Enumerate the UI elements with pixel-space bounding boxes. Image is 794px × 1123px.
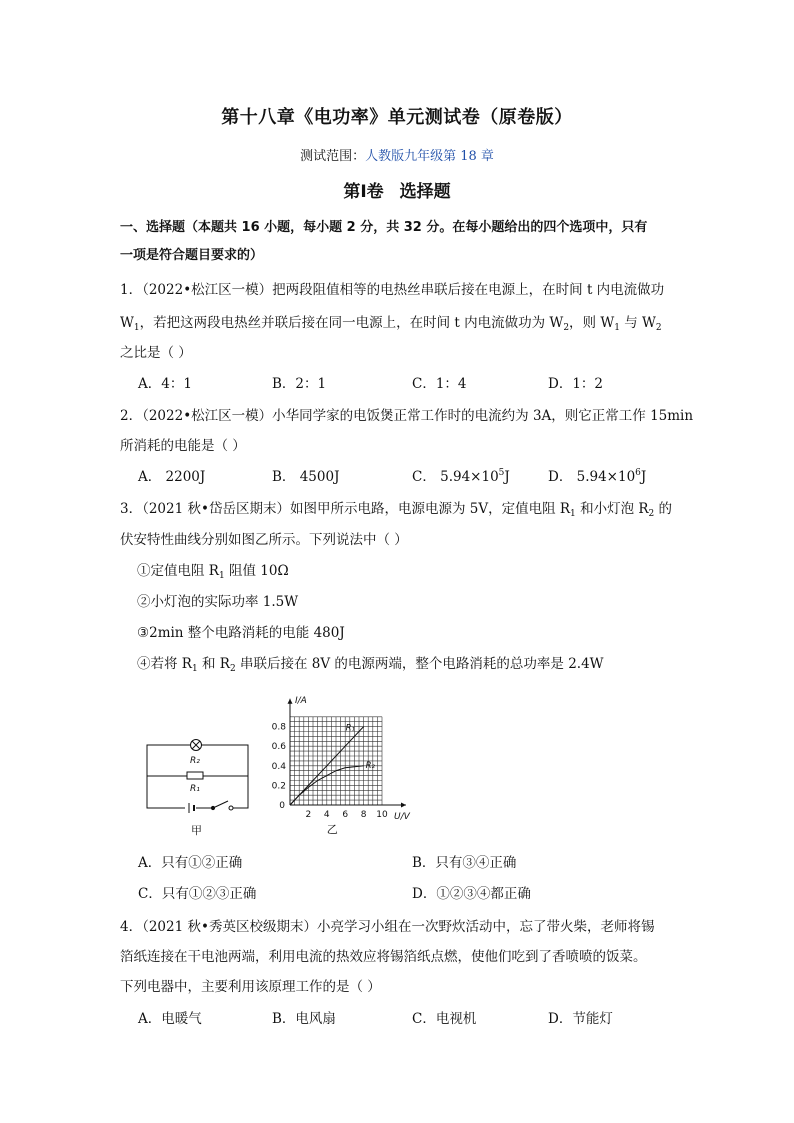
q4-stem-line-2: 箔纸连接在干电池两端，利用电流的热效应将锡箔纸点燃，使他们吃到了香喷喷的饭菜。 [120, 949, 647, 965]
y-tick-label: 0.8 [271, 722, 286, 733]
q4-stem-line-3: 下列电器中，主要利用该原理工作的是（ ） [120, 979, 381, 995]
q3-statement-2: ②小灯泡的实际功率 1.5W [137, 594, 299, 610]
q4-option-c[interactable]: C．电视机 [412, 1011, 477, 1027]
range-value: 人教版九年级第 18 章 [365, 149, 494, 164]
circuit-caption: 甲 [191, 824, 202, 837]
q3-stem-line-2: 伏安特性曲线分别如图乙所示。下列说法中（ ） [120, 532, 408, 548]
y-tick-label: 0.2 [271, 781, 286, 792]
range-label: 测试范围： [300, 149, 366, 164]
q3-option-b[interactable]: B．只有③④正确 [412, 855, 517, 871]
instructions-line-2: 一项是符合题目要求的） [120, 248, 264, 263]
section-volume: 第Ⅰ卷 [343, 182, 384, 202]
x-tick-label: 8 [360, 810, 367, 820]
q3-option-d[interactable]: D．①②③④都正确 [412, 886, 531, 902]
q3-stem-line-1: 3．（2021 秋•岱岳区期末）如图甲所示电路，电源电源为 5V，定值电阻 $R_1$ 和小灯泡 $R_2$ 的 [120, 501, 673, 519]
q3-statement-3: ③2min 整个电路消耗的电能 480J [137, 625, 345, 641]
q2-stem-line-2: 所消耗的电能是（ ） [120, 438, 246, 454]
graph-caption: 乙 [326, 823, 338, 836]
origin-label: 0 [279, 801, 285, 811]
q2-option-c[interactable]: C． $5.94\times 10^5J$ [412, 468, 510, 485]
y-tick-label: 0.6 [271, 742, 286, 753]
q1-option-a[interactable]: A．4：1 [138, 376, 192, 392]
q1-option-c[interactable]: C．1：4 [412, 376, 467, 392]
x-axis-arrow [401, 803, 406, 808]
y-axis-arrow [288, 699, 293, 704]
q3-statement-4: ④若将 $R_1$ 和 $R_2$ 串联后接在 8V 的电源两端，整个电路消耗的总功率是 2.4W [137, 656, 604, 674]
q2-option-a[interactable]: A． 2200J [138, 469, 206, 485]
circuit-label-r2: R₂ [190, 756, 200, 766]
q3-option-c[interactable]: C．只有①②③正确 [138, 886, 257, 902]
q4-option-b[interactable]: B．电风扇 [272, 1011, 336, 1027]
x-tick-label: 10 [376, 810, 388, 820]
q4-stem-line-1: 4．（2021 秋•秀英区校级期末）小亮学习小组在一次野炊活动中，忘了带火柴，老师将锡 [120, 919, 655, 935]
series-label-r2: R₂ [365, 760, 375, 771]
y-axis-label: I/A [295, 695, 307, 706]
q1-stem-line-1: 1．（2022•松江区一模）把两段阻值相等的电热丝串联后接在电源上，在时间 t 内电流做功 [120, 282, 665, 298]
circuit-diagram [147, 740, 248, 814]
page-title: 第十八章《电功率》单元测试卷（原卷版） [221, 107, 573, 128]
q1-stem-line-2: $W_1$，若把这两段电热丝并联后接在同一电源上，在时间 t 内电流做功为 $W_2$，则 $W_1$ 与 $W_2$ [120, 315, 662, 333]
q2-stem-line-1: 2．（2022•松江区一模）小华同学家的电饭煲正常工作时的电流约为 3A，则它正常工作 15min [120, 408, 694, 424]
x-tick-label: 2 [305, 810, 312, 820]
q4-option-d[interactable]: D．节能灯 [548, 1011, 613, 1027]
section-name: 选择题 [399, 182, 451, 202]
q1-option-d[interactable]: D．1：2 [548, 376, 604, 392]
q2-option-b[interactable]: B． 4500J [272, 469, 340, 485]
q3-statement-1: ①定值电阻 $R_1$ 阻值 10Ω [137, 563, 289, 581]
y-tick-label: 0.4 [271, 761, 286, 772]
x-tick-label: 6 [342, 810, 349, 820]
iv-graph [272, 696, 411, 836]
resistor-r1-symbol [187, 772, 203, 779]
series-label-r1: R₁ [345, 723, 355, 734]
circuit-label-r1: R₁ [190, 784, 200, 794]
instructions-line-1: 一、选择题（本题共 16 小题，每小题 2 分，共 32 分。在每小题给出的四个选项中，只有 [120, 220, 648, 235]
q4-option-a[interactable]: A．电暖气 [138, 1011, 202, 1027]
x-tick-label: 4 [323, 810, 330, 820]
switch-contact [229, 806, 233, 810]
x-axis-label: U/V [394, 812, 410, 822]
q2-option-d[interactable]: D． $5.94\times 10^6J$ [548, 468, 647, 485]
q1-stem-line-3: 之比是（ ） [120, 345, 192, 361]
q3-option-a[interactable]: A．只有①②正确 [138, 855, 243, 871]
q1-option-b[interactable]: B．2：1 [272, 376, 327, 392]
